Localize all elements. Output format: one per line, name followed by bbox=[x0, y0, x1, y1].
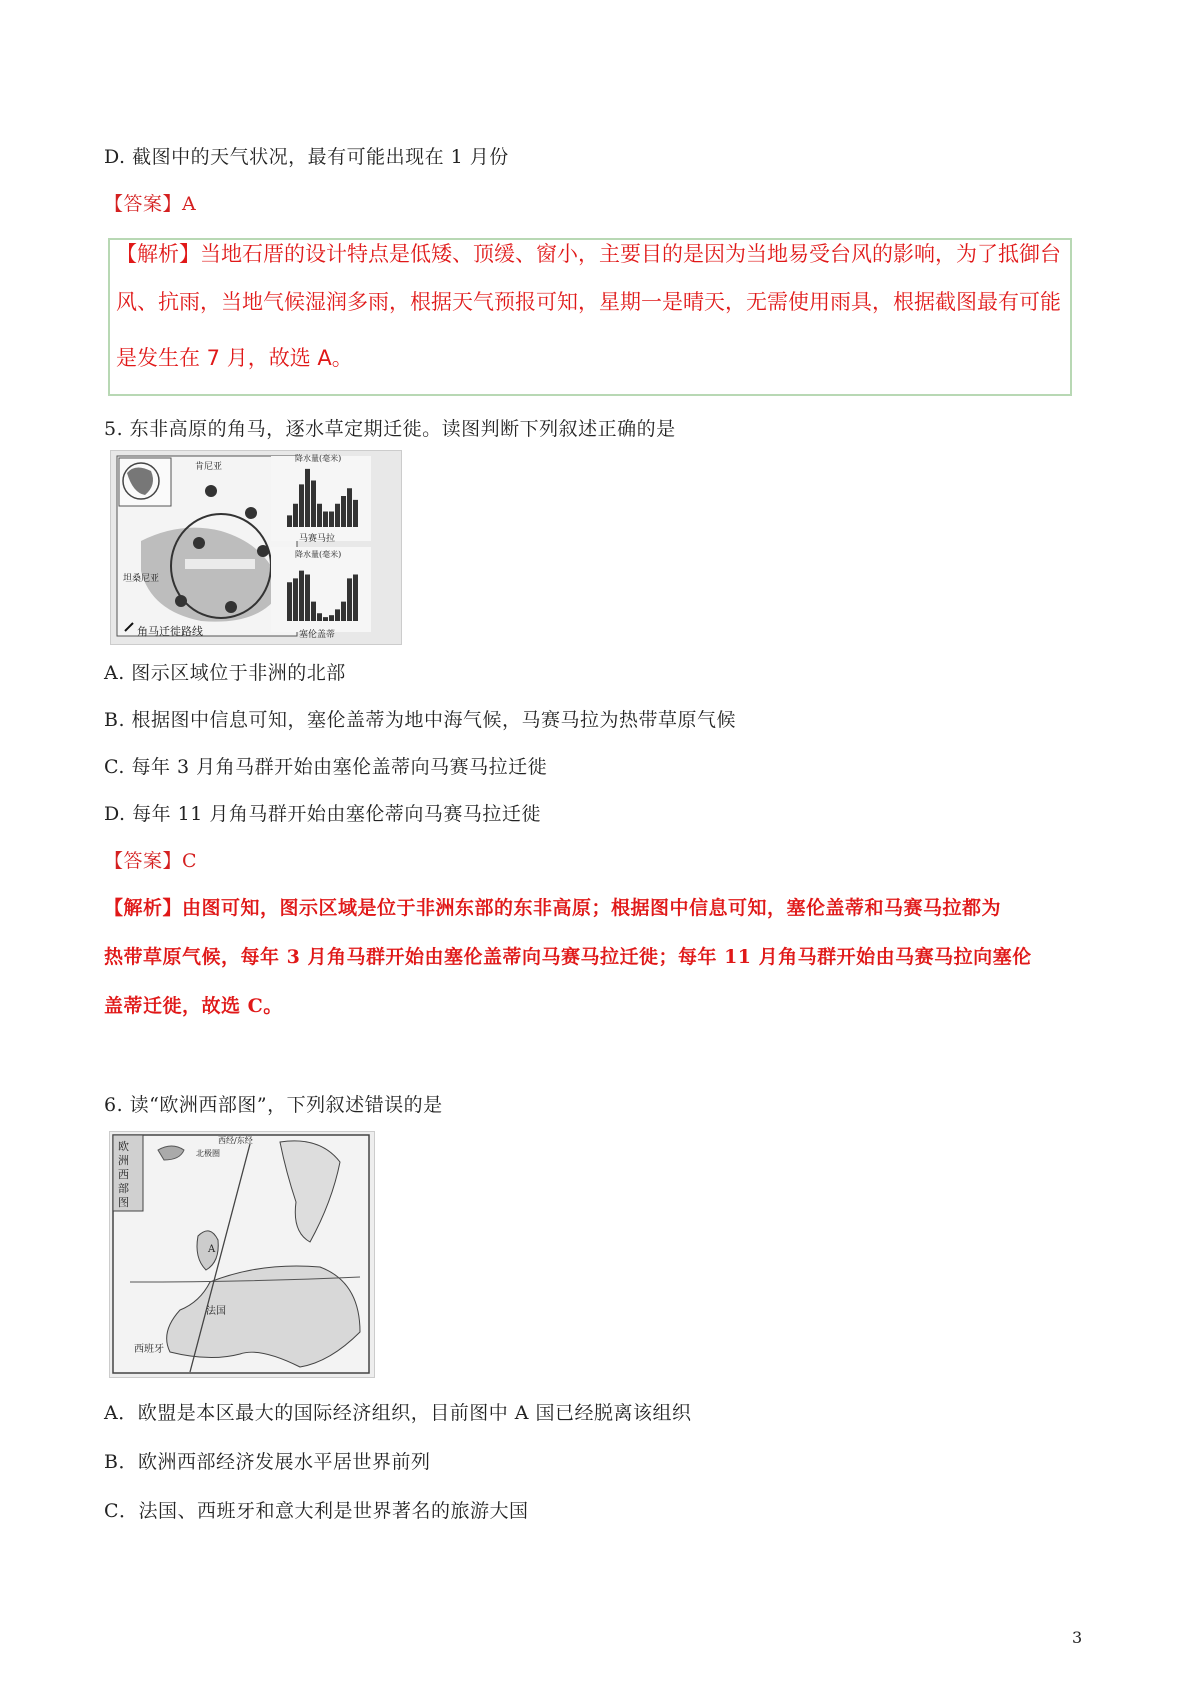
rain-bar bbox=[311, 481, 316, 528]
q5-answer: 【答案】C bbox=[104, 850, 198, 872]
q5-chart2-title: 降水量(毫米) bbox=[295, 550, 342, 559]
q6-option-a: A．欧盟是本区最大的国际经济组织，目前图中 A 国已经脱离该组织 bbox=[104, 1402, 692, 1424]
rain-bar bbox=[287, 515, 292, 527]
q4-answer: 【答案】A bbox=[104, 193, 197, 215]
q4-analysis-box bbox=[108, 238, 1072, 396]
q4-analysis-line-2: 风、抗雨，当地气候湿润多雨，根据天气预报可知，星期一是晴天，无需使用雨具，根据截图最有可能 bbox=[116, 290, 1061, 314]
rain-bar bbox=[335, 504, 340, 527]
rain-bar bbox=[335, 609, 340, 621]
rain-bar bbox=[347, 578, 352, 621]
q5-option-b: B. 根据图中信息可知，塞伦盖蒂为地中海气候，马赛马拉为热带草原气候 bbox=[104, 709, 737, 731]
q5-figure bbox=[110, 450, 402, 645]
q5-chart1-caption: 马赛马拉 bbox=[299, 534, 336, 544]
q6-label-france: 法国 bbox=[206, 1306, 226, 1317]
q6-figure-title: 欧洲西部图 bbox=[118, 1140, 129, 1209]
rain-bar bbox=[299, 484, 304, 527]
rain-bar bbox=[305, 575, 310, 622]
q6-country-a: A bbox=[208, 1244, 216, 1255]
q6-figure bbox=[109, 1131, 375, 1378]
q5-chart1-title: 降水量(毫米) bbox=[295, 454, 342, 463]
rain-bar bbox=[329, 512, 334, 528]
q5-stem: 5. 东非高原的角马，逐水草定期迁徙。读图判断下列叙述正确的是 bbox=[104, 418, 676, 440]
q5-label-tanzania: 坦桑尼亚 bbox=[123, 574, 160, 584]
q6-arctic-label: 北极圈 bbox=[196, 1149, 220, 1158]
q4-option-d: D. 截图中的天气状况，最有可能出现在 1 月份 bbox=[104, 146, 509, 168]
q5-option-d: D. 每年 11 月角马群开始由塞伦蒂向马赛马拉迁徙 bbox=[104, 803, 541, 825]
rain-bar bbox=[353, 575, 358, 622]
rain-bar bbox=[293, 578, 298, 621]
rain-bar bbox=[293, 504, 298, 527]
rain-bar bbox=[347, 488, 352, 527]
rain-bar bbox=[311, 602, 316, 621]
q5-option-a: A. 图示区域位于非洲的北部 bbox=[104, 662, 346, 684]
q5-label-kenya: 肯尼亚 bbox=[195, 462, 223, 472]
q6-option-b: B．欧洲西部经济发展水平居世界前列 bbox=[104, 1451, 431, 1473]
rain-bar bbox=[341, 602, 346, 621]
rain-bar bbox=[287, 582, 292, 621]
rain-bar bbox=[317, 613, 322, 621]
q4-analysis-line-1: 【解析】当地石厝的设计特点是低矮、顶缓、窗小，主要目的是因为当地易受台风的影响，为了抵御台 bbox=[116, 242, 1061, 266]
q6-meridian-label: 西经/东经 bbox=[218, 1136, 253, 1145]
q5-analysis-line-3: 盖蒂迁徙，故选 C。 bbox=[104, 995, 283, 1017]
rain-bar bbox=[305, 469, 310, 527]
q5-analysis-line-1 bbox=[104, 893, 1001, 920]
rain-bar bbox=[353, 500, 358, 527]
q4-analysis-line-3: 是发生在 7 月，故选 A。 bbox=[116, 346, 353, 370]
q5-analysis-line-2: 热带草原气候，每年 3 月角马群开始由塞伦盖蒂向马赛马拉迁徙；每年 11 月角马群开始由马赛马拉向塞伦 bbox=[104, 946, 1032, 968]
rain-bar bbox=[323, 512, 328, 528]
rain-bar bbox=[341, 496, 346, 527]
q6-label-spain: 西班牙 bbox=[134, 1344, 164, 1355]
q5-route-legend: 角马迁徙路线 bbox=[137, 625, 203, 638]
q5-analysis-label: 【解析】 bbox=[104, 897, 183, 919]
q5-analysis-text-1: 由图可知，图示区域是位于非洲东部的东非高原；根据图中信息可知，塞伦盖蒂和马赛马拉都为 bbox=[182, 897, 1002, 919]
page-number: 3 bbox=[1072, 1628, 1083, 1647]
rain-bar bbox=[299, 571, 304, 621]
wildebeest-migration-map bbox=[111, 451, 401, 644]
q5-option-c: C. 每年 3 月角马群开始由塞伦盖蒂向马赛马拉迁徙 bbox=[104, 756, 548, 778]
q6-stem: 6. 读“欧洲西部图”，下列叙述错误的是 bbox=[104, 1094, 443, 1116]
rain-bar bbox=[329, 615, 334, 621]
rain-bar bbox=[317, 504, 322, 527]
rain-bar bbox=[323, 617, 328, 621]
q6-option-c: C．法国、西班牙和意大利是世界著名的旅游大国 bbox=[104, 1500, 529, 1522]
q5-chart2-caption: 塞伦盖蒂 bbox=[299, 630, 336, 640]
